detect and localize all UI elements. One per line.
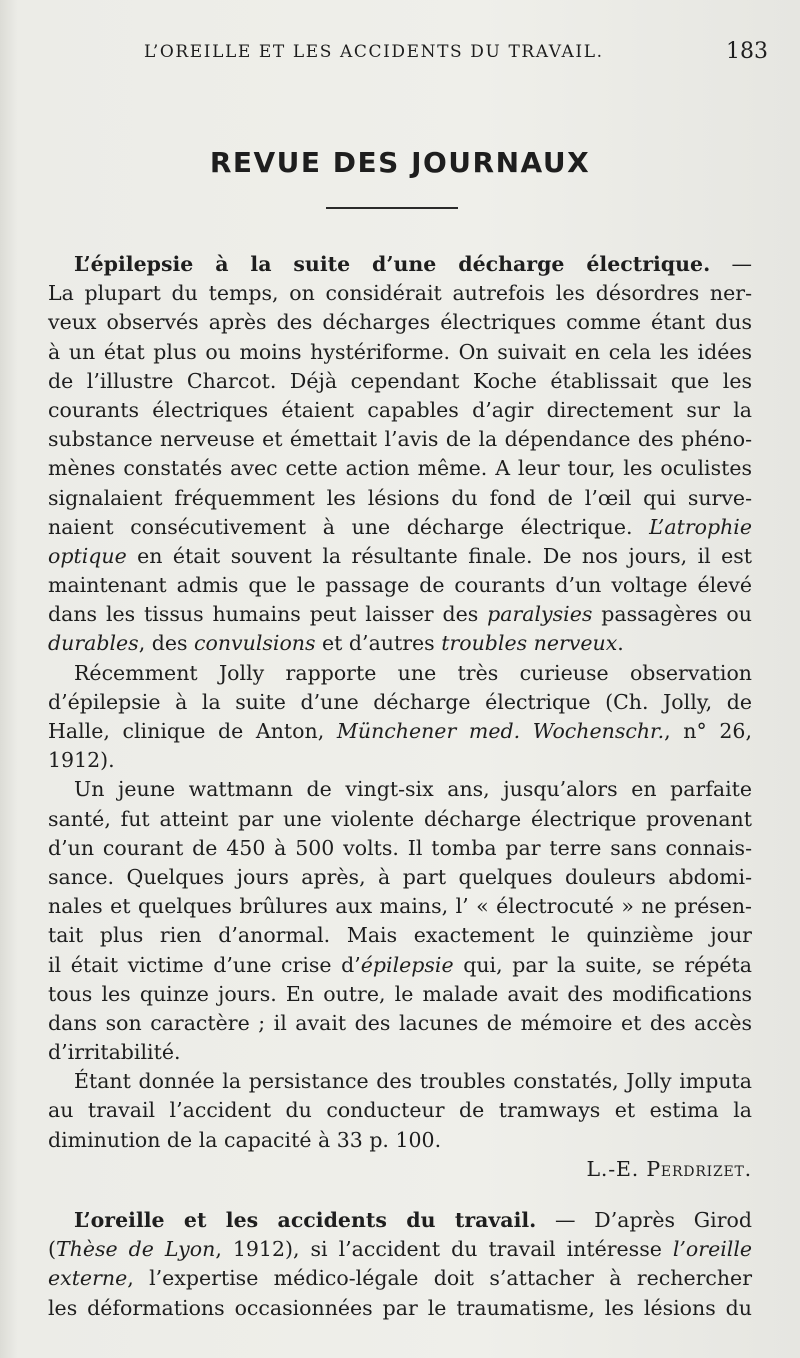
text-line: mènes constatés avec cette action même. A leur tour, les oculistes [48, 456, 752, 481]
text-line: nales et quelques brûlures aux mains, l’ « électrocuté » ne présen- [48, 894, 752, 919]
text-line: les déformations occasionnées par le traumatisme, les lésions du [48, 1295, 752, 1320]
text-line: au travail l’accident du conducteur de tramways et estima la [48, 1098, 752, 1123]
text-line: dans son caractère ; il avait des lacunes de mémoire et des accès [48, 1010, 752, 1035]
article-title-line: L’épilepsie à la suite d’une décharge électrique. — [74, 252, 752, 276]
text-line: Un jeune wattmann de vingt-six ans, jusqu’alors en parfaite [74, 777, 752, 802]
text-line: 1912). [48, 748, 115, 773]
text-line: dans les tissus humains peut laisser des paralysies passagères ou [48, 602, 752, 627]
signature-line [48, 1155, 752, 1184]
signature: L.-E. Perdrizet. [586, 1156, 752, 1181]
article-oreille [48, 1206, 752, 1323]
article-title: L’épilepsie à la suite d’une décharge électrique. [74, 252, 711, 276]
text-line: substance nerveuse et émettait l’avis de la dépendance des phéno- [48, 427, 752, 452]
text-line: il était victime d’une crise d’épilepsie qui, par la suite, se répéta [48, 952, 752, 977]
text-line: d’irritabilité. [48, 1040, 181, 1065]
section-title: REVUE DES JOURNAUX [209, 146, 591, 179]
text-line: diminution de la capacité à 33 p. 100. [48, 1127, 442, 1152]
text-line: optique en était souvent la résultante finale. De nos jours, il est [48, 543, 752, 568]
running-head [48, 39, 768, 72]
text-line: Étant donnée la persistance des troubles constatés, Jolly imputa [74, 1069, 752, 1094]
text-line: Récemment Jolly rapporte une très curieuse observation [74, 660, 752, 685]
text-line: de l’illustre Charcot. Déjà cependant Koche établissait que les [48, 368, 752, 393]
text-line: naient consécutivement à une décharge électrique. L’atrophie [48, 514, 752, 539]
text-line: tait plus rien d’anormal. Mais exactement le quinzième jour [48, 923, 752, 948]
page-number: 183 [726, 39, 768, 64]
text-line: veux observés après des décharges électriques comme étant dus [48, 310, 752, 335]
text-line: signalaient fréquemment les lésions du fond de l’œil qui surve- [48, 485, 752, 510]
text-line: La plupart du temps, on considérait autrefois les désordres ner- [48, 281, 752, 306]
text-line: courants électriques étaient capables d’agir directement sur la [48, 397, 752, 422]
text-line: externe, l’expertise médico-légale doit s’attacher à rechercher [48, 1266, 752, 1291]
text-line: (Thèse de Lyon, 1912), si l’accident du travail intéresse l’oreille [48, 1237, 753, 1262]
text-line: à un état plus ou moins hystériforme. On suivait en cela les idées [48, 339, 752, 364]
text-line: d’épilepsie à la suite d’une décharge électrique (Ch. Jolly, de [48, 689, 752, 714]
text-line: santé, fut atteint par une violente décharge électrique provenant [48, 806, 752, 831]
article-title: L’oreille et les accidents du travail. [74, 1208, 537, 1232]
article-title-line: L’oreille et les accidents du travail. — D’après Girod [74, 1208, 752, 1232]
text-line: Halle, clinique de Anton, Münchener med. Wochenschr., n° 26, [48, 719, 752, 743]
title-rule [326, 207, 458, 209]
text-line: durables, des convulsions et d’autres troubles nerveux. [48, 631, 624, 656]
text-line: d’un courant de 450 à 500 volts. Il tomba par terre sans connais- [48, 835, 752, 860]
text-line: maintenant admis que le passage de courants d’un voltage élevé [48, 573, 752, 598]
article-epilepsie [48, 250, 752, 1184]
running-title: L’OREILLE ET LES ACCIDENTS DU TRAVAIL. [144, 42, 604, 62]
text-line: tous les quinze jours. En outre, le malade avait des modifications [48, 981, 752, 1006]
text-line: sance. Quelques jours après, à part quelques douleurs abdomi- [48, 864, 752, 889]
